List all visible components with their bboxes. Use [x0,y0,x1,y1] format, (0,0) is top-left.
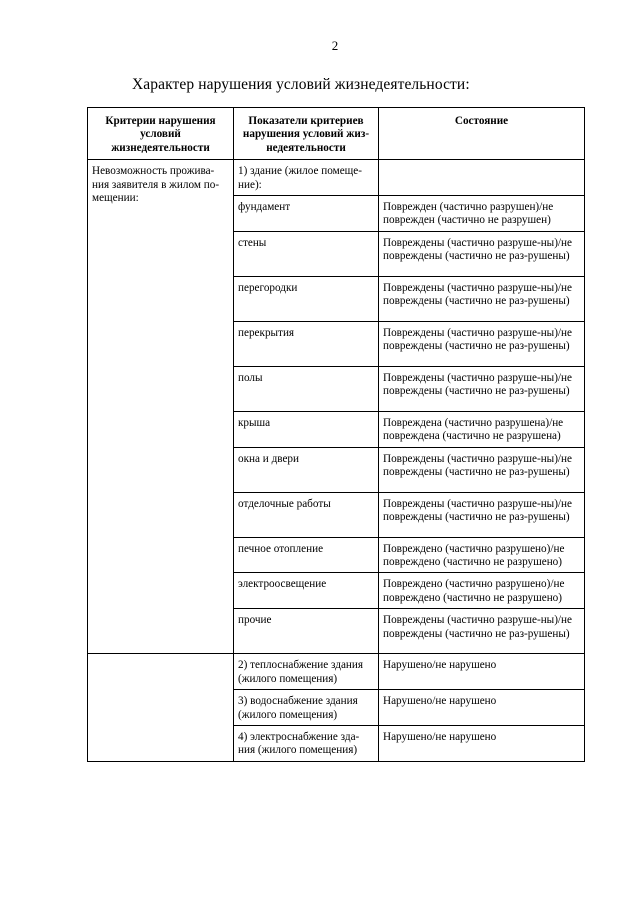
indicator-cell: 4) электроснабжение зда-ния (жилого помещения) [234,725,379,761]
indicator-cell: 3) водоснабжение здания (жилого помещения) [234,690,379,726]
violation-criteria-table [87,107,585,762]
state-cell: Повреждена (частично разрушена)/не повреждена (частично не разрушена) [379,411,585,447]
indicator-cell: отделочные работы [234,492,379,537]
state-cell: Повреждены (частично разруше-ны)/не повреждены (частично не раз-рушены) [379,231,585,276]
indicator-cell: электроосвещение [234,573,379,609]
state-cell: Повреждено (частично разрушено)/не повреждено (частично не разрушено) [379,537,585,573]
page-number: 2 [331,38,339,53]
criterion-empty-cell [88,654,234,761]
state-cell: Повреждены (частично разруше-ны)/не повреждены (частично не раз-рушены) [379,447,585,492]
table-row [88,654,585,690]
state-cell: Повреждены (частично разруше-ны)/не повреждены (частично не раз-рушены) [379,321,585,366]
state-cell: Повреждены (частично разруше-ны)/не повреждены (частично не раз-рушены) [379,366,585,411]
indicator-cell: полы [234,366,379,411]
indicator-cell: фундамент [234,196,379,232]
indicator-cell: стены [234,231,379,276]
header-criteria: Критерии нарушения условий жизнедеятельности [88,108,234,160]
table-row [88,160,585,196]
header-indicators: Показатели критериев нарушения условий жиз-недеятельности [234,108,379,160]
indicator-cell: перекрытия [234,321,379,366]
building-state-cell [379,160,585,196]
table-header-row [88,108,585,160]
state-cell: Повреждены (частично разруше-ны)/не повреждены (частично не раз-рушены) [379,276,585,321]
building-indicator-cell: 1) здание (жилое помеще-ние): [234,160,379,196]
indicator-cell: печное отопление [234,537,379,573]
state-cell: Повреждены (частично разруше-ны)/не повреждены (частично не раз-рушены) [379,492,585,537]
indicator-cell: крыша [234,411,379,447]
indicator-cell: прочие [234,609,379,654]
state-cell: Повреждены (частично разруше-ны)/не повреждены (частично не раз-рушены) [379,609,585,654]
page-heading: Характер нарушения условий жизнедеятельности: [132,76,470,93]
indicator-cell: 2) теплоснабжение здания (жилого помещения) [234,654,379,690]
state-cell: Нарушено/не нарушено [379,654,585,690]
header-state: Состояние [379,108,585,160]
state-cell: Повреждено (частично разрушено)/не повреждено (частично не разрушено) [379,573,585,609]
indicator-cell: перегородки [234,276,379,321]
indicator-cell: окна и двери [234,447,379,492]
criterion-cell: Невозможность прожива-ния заявителя в жилом по-мещении: [88,160,234,654]
state-cell: Поврежден (частично разрушен)/не поврежден (частично не разрушен) [379,196,585,232]
state-cell: Нарушено/не нарушено [379,690,585,726]
state-cell: Нарушено/не нарушено [379,725,585,761]
